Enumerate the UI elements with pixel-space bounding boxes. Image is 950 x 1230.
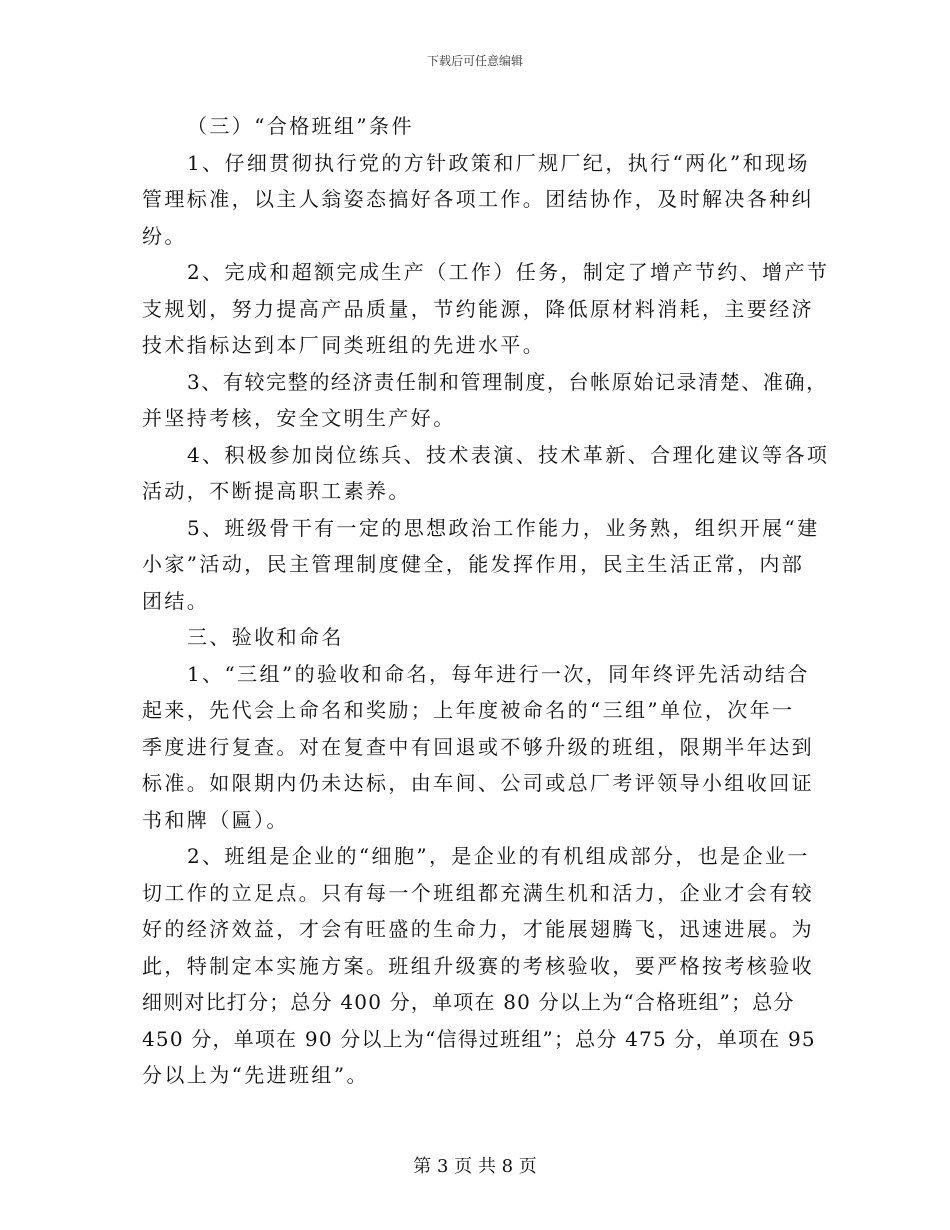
text-line: 1、“三组”的验收和命名，每年进行一次，同年终评先活动结合 <box>187 661 810 686</box>
text-line: 5、班级骨干有一定的思想政治工作能力，业务熟，组织开展“建 <box>187 515 820 540</box>
text-line: 书和牌（匾）。 <box>142 807 289 832</box>
text-line: 三、验收和命名 <box>187 625 344 649</box>
text-line: 3、有较完整的经济责任制和管理制度，台帐原始记录清楚、准确， <box>187 369 828 394</box>
text-line: 450 分，单项在 90 分以上为“信得过班组”；总分 475 分，单项在 95 <box>142 1026 816 1051</box>
text-line: 小家”活动，民主管理制度健全，能发挥作用，民主生活正常，内部 <box>142 552 805 576</box>
text-line: 1、仔细贯彻执行党的方针政策和厂规厂纪，执行“两化”和现场 <box>187 150 810 175</box>
paragraph <box>142 437 830 510</box>
text-line: 团结。 <box>142 588 210 613</box>
paragraph <box>142 108 814 145</box>
text-line: 纷。 <box>142 223 187 248</box>
paragraph <box>142 656 814 839</box>
paragraph <box>142 254 830 364</box>
paragraph <box>142 510 820 620</box>
text-line: （三）“合格班组”条件 <box>187 114 414 138</box>
page-header: 下载后可任意编辑 <box>426 54 523 68</box>
text-line: 2、完成和超额完成生产（工作）任务，制定了增产节约、增产节 <box>187 260 830 284</box>
text-line: 此，特制定本实施方案。班组升级赛的考核验收，要严格按考核验收 <box>142 953 814 978</box>
text-line: 技术指标达到本厂同类班组的先进水平。 <box>142 333 546 357</box>
text-line: 切工作的立足点。只有每一个班组都充满生机和活力，企业才会有较 <box>142 880 814 905</box>
text-line: 起来，先代会上命名和奖励；上年度被命名的“三组”单位，次年一 <box>142 698 795 722</box>
paragraph <box>142 145 814 255</box>
text-line: 活动，不断提高职工素养。 <box>142 479 411 503</box>
section-heading <box>142 619 814 656</box>
text-line: 分以上为“先进班组”。 <box>142 1063 369 1087</box>
text-line: 4、积极参加岗位练兵、技术表演、技术革新、合理化建议等各项 <box>187 442 830 467</box>
document-body <box>142 108 830 1094</box>
text-line: 管理标准，以主人翁姿态搞好各项工作。团结协作，及时解决各种纠 <box>142 187 814 211</box>
text-line: 支规划，努力提高产品质量，节约能源，降低原材料消耗，主要经济 <box>142 296 814 321</box>
text-line: 好的经济效益，才会有旺盛的生命力，才能展翅腾飞，迅速进展。为 <box>142 917 814 941</box>
text-line: 细则对比打分；总分 400 分，单项在 80 分以上为“合格班组”；总分 <box>142 990 795 1014</box>
paragraph <box>142 364 828 437</box>
text-line: 并坚持考核，安全文明生产好。 <box>142 406 456 430</box>
text-line: 2、班组是企业的“细胞”，是企业的有机组成部分，也是企业一 <box>187 844 810 868</box>
paragraph <box>142 838 814 1094</box>
text-line: 标准。如限期内仍未达标，由车间、公司或总厂考评领导小组收回证 <box>142 771 814 795</box>
text-line: 季度进行复查。对在复查中有回退或不够升级的班组，限期半年达到 <box>142 734 814 759</box>
page-number-footer: 第 3 页 共 8 页 <box>413 1156 537 1177</box>
